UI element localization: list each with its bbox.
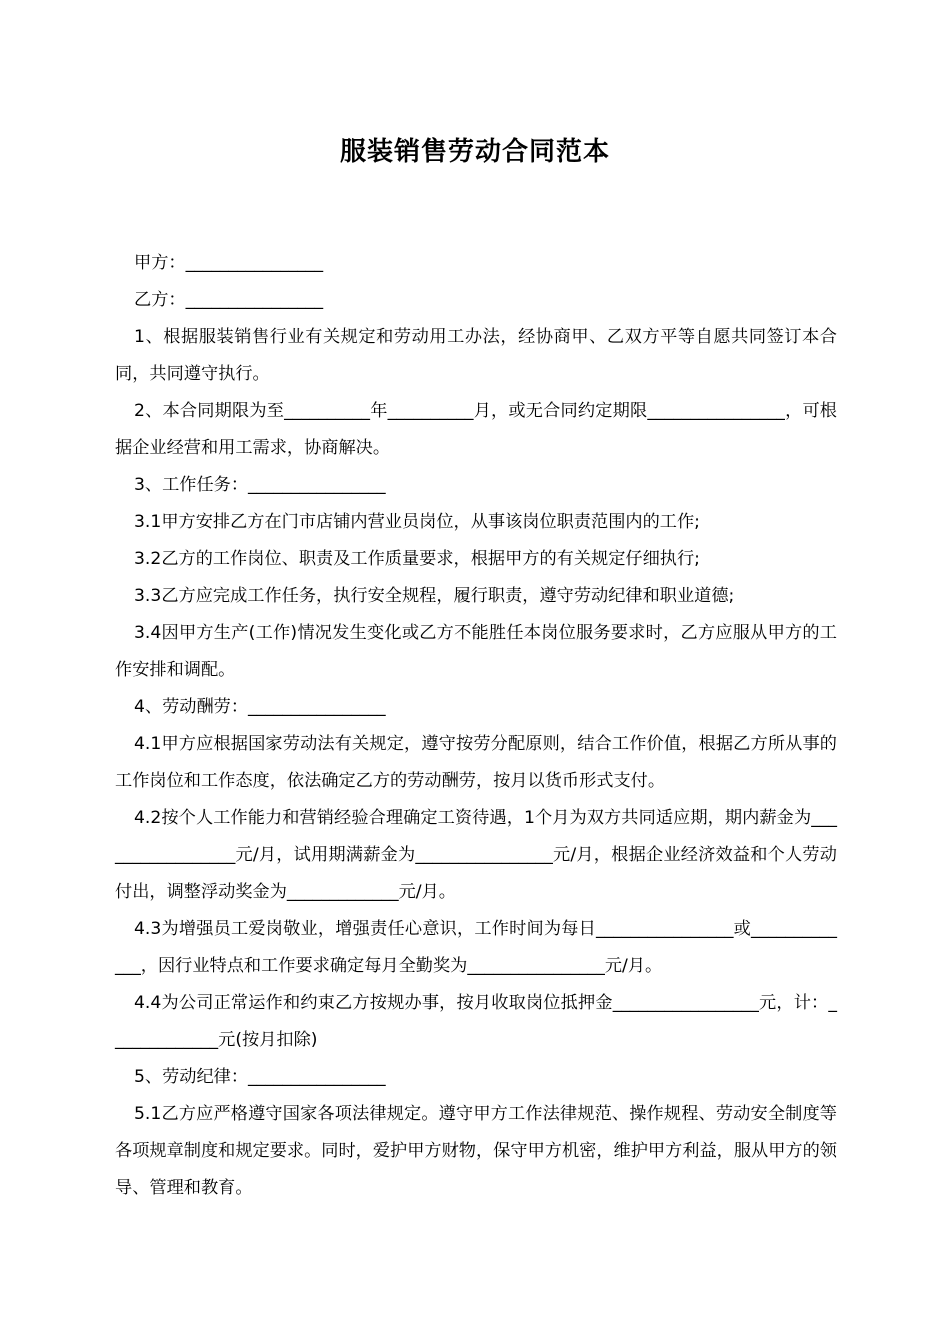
clause-3-3: 3.3乙方应完成工作任务，执行安全规程，履行职责，遵守劳动纪律和职业道德;	[134, 586, 735, 606]
clause-4-1: 4.1甲方应根据国家劳动法有关规定，遵守按劳分配原则，结合工作价值，根据乙方所从事的工作岗位和工作态度，依法确定乙方的劳动酬劳，按月以货币形式支付。	[115, 734, 837, 791]
clause-4-2: 4.2按个人工作能力和营销经验合理确定工资待遇，1个月为双方共同适应期，期内薪金为_________________元/月，试用期满薪金为________________元/月，根据企业经济效益和个人劳动付出，调整浮动奖金为_____________元/月。	[115, 808, 837, 902]
document-body	[115, 245, 837, 1207]
clause-2: 2、本合同期限为至__________年__________月，或无合同约定期限________________，可根据企业经营和用工需求，协商解决。	[115, 401, 837, 458]
clause-4-3: 4.3为增强员工爱岗敬业，增强责任心意识，工作时间为每日________________或_____________，因行业特点和工作要求确定每月全勤奖为________________元/月。	[115, 919, 837, 976]
clause-4-4: 4.4为公司正常运作和约束乙方按规办事，按月收取岗位抵押金_________________元，计：_____________元(按月扣除)	[115, 993, 837, 1050]
clause-1: 1、根据服装销售行业有关规定和劳动用工办法，经协商甲、乙双方平等自愿共同签订本合同，共同遵守执行。	[115, 327, 837, 384]
party-a-line: 甲方：________________	[134, 253, 324, 273]
clause-3-heading: 3、工作任务：________________	[134, 475, 386, 495]
clause-3-2: 3.2乙方的工作岗位、职责及工作质量要求，根据甲方的有关规定仔细执行;	[134, 549, 700, 569]
clause-3-4: 3.4因甲方生产(工作)情况发生变化或乙方不能胜任本岗位服务要求时，乙方应服从甲方的工作安排和调配。	[115, 623, 837, 680]
document-title: 服装销售劳动合同范本	[339, 137, 610, 167]
clause-5-1: 5.1乙方应严格遵守国家各项法律规定。遵守甲方工作法律规范、操作规程、劳动安全制度等各项规章制度和规定要求。同时，爱护甲方财物，保守甲方机密，维护甲方利益，服从甲方的领导、管理和教育。	[115, 1104, 837, 1198]
clause-4-heading: 4、劳动酬劳：________________	[134, 697, 386, 717]
clause-5-heading: 5、劳动纪律：________________	[134, 1067, 386, 1087]
party-b-line: 乙方：________________	[134, 290, 324, 310]
clause-3-1: 3.1甲方安排乙方在门市店铺内营业员岗位，从事该岗位职责范围内的工作;	[134, 512, 700, 532]
